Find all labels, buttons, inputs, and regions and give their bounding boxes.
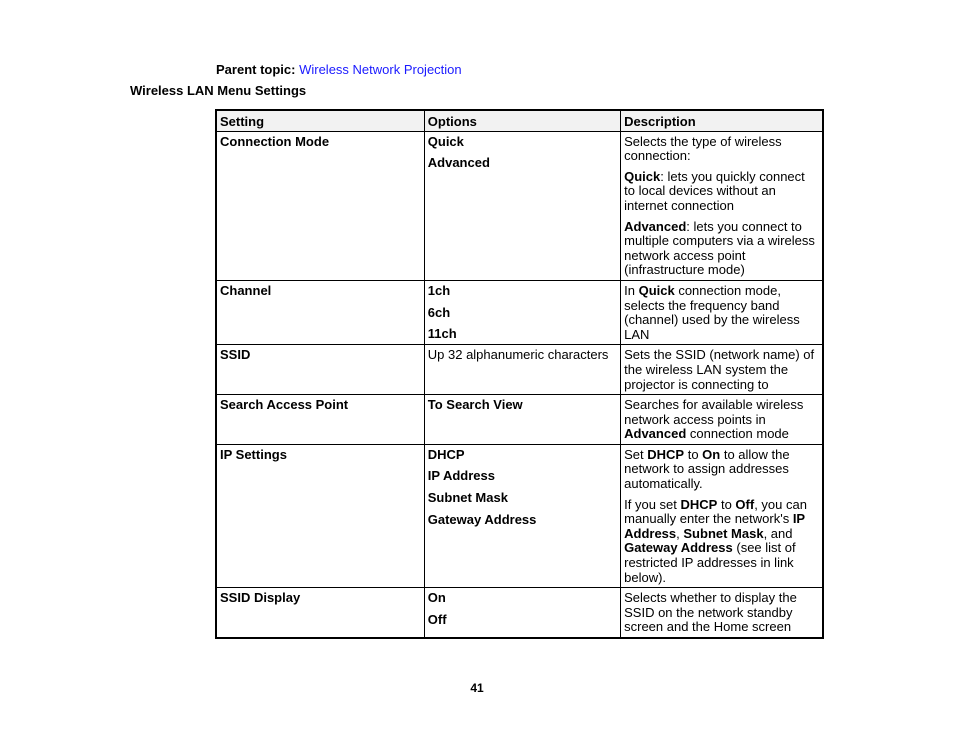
description-term: On — [702, 446, 721, 462]
description-text: Selects the type of wireless connection: — [624, 133, 782, 164]
description-text: to — [717, 496, 736, 512]
description-paragraph — [624, 220, 819, 278]
setting-cell: IP Settings — [216, 444, 424, 587]
description-text: , — [676, 525, 684, 541]
option-value: Gateway Address — [427, 511, 537, 527]
description-text: , and — [763, 525, 793, 541]
description-term: IP Address — [624, 511, 805, 541]
option-value: DHCP — [427, 446, 465, 462]
option-value: 1ch — [427, 282, 451, 298]
description-text: Set — [624, 446, 648, 462]
description-text: connection mode — [686, 426, 789, 442]
page-number: 41 — [470, 681, 484, 695]
parent-topic-label: Parent topic: — [216, 62, 296, 77]
header-options: Options — [424, 110, 620, 131]
header-description: Description — [621, 110, 823, 131]
description-term: DHCP — [680, 496, 718, 512]
options-cell — [424, 395, 620, 445]
option-value: Subnet Mask — [427, 490, 508, 506]
header-setting: Setting — [216, 110, 424, 131]
table-row — [216, 444, 823, 587]
description-text: : lets you connect to multiple computers via a wireless network access point (infrastructure mode) — [624, 218, 815, 278]
description-text: : lets you quickly connect to local devices without an internet connection — [624, 168, 805, 213]
description-term: DHCP — [647, 446, 685, 462]
description-text: In — [624, 282, 639, 298]
options-cell — [424, 588, 620, 638]
description-term: Quick — [638, 282, 675, 298]
description-term: Advanced — [624, 218, 687, 234]
option-value: To Search View — [427, 397, 523, 413]
setting-cell: Connection Mode — [216, 131, 424, 280]
option-value: Advanced — [427, 155, 490, 171]
description-cell — [621, 280, 823, 344]
description-text: to — [684, 446, 703, 462]
description-text: to allow the network to assign addresses automatically. — [624, 446, 790, 492]
description-cell: Selects whether to display the SSID on the network standby screen and the Home screen — [621, 588, 823, 638]
description-text: , you can manually enter the network's — [624, 496, 807, 527]
description-text: If you set — [624, 496, 681, 512]
table-header-row — [216, 110, 823, 131]
section-title: Wireless LAN Menu Settings — [130, 83, 307, 98]
option-value: IP Address — [427, 468, 495, 484]
description-cell — [621, 395, 823, 445]
description-text: connection mode, selects the frequency band (channel) used by the wireless LAN — [624, 282, 800, 342]
settings-table — [215, 109, 824, 639]
table-row — [216, 588, 823, 638]
table-row — [216, 395, 823, 445]
parent-topic-link[interactable]: Wireless Network Projection — [299, 62, 462, 77]
description-term: Subnet Mask — [683, 525, 764, 541]
description-paragraph — [624, 448, 819, 492]
option-value: 11ch — [427, 326, 457, 342]
table-row — [216, 280, 823, 344]
setting-cell: Search Access Point — [216, 395, 424, 445]
description-cell — [621, 131, 823, 280]
description-cell — [621, 444, 823, 587]
description-paragraph — [624, 498, 819, 586]
table-row — [216, 345, 823, 395]
description-text: Searches for available wireless network access points in — [624, 397, 804, 427]
description-text: (see list of restricted IP addresses in link below). — [624, 540, 796, 585]
description-term: Advanced — [624, 426, 687, 442]
options-cell — [424, 345, 620, 395]
description-paragraph — [624, 170, 819, 214]
options-cell — [424, 444, 620, 587]
option-value: Up 32 alphanumeric characters — [427, 347, 609, 363]
option-value: Quick — [427, 133, 464, 149]
description-term: Quick — [624, 168, 661, 184]
description-term: Off — [735, 496, 755, 512]
options-cell — [424, 280, 620, 344]
description-cell: Sets the SSID (network name) of the wireless LAN system the projector is connecting to — [621, 345, 823, 395]
options-cell — [424, 131, 620, 280]
setting-cell: SSID — [216, 345, 424, 395]
option-value: 6ch — [427, 304, 451, 320]
option-value: Off — [427, 611, 447, 627]
setting-cell: SSID Display — [216, 588, 424, 638]
parent-topic — [216, 62, 462, 77]
description-term: Gateway Address — [624, 540, 733, 556]
setting-cell: Channel — [216, 280, 424, 344]
option-value: On — [427, 590, 446, 606]
table-row — [216, 131, 823, 280]
